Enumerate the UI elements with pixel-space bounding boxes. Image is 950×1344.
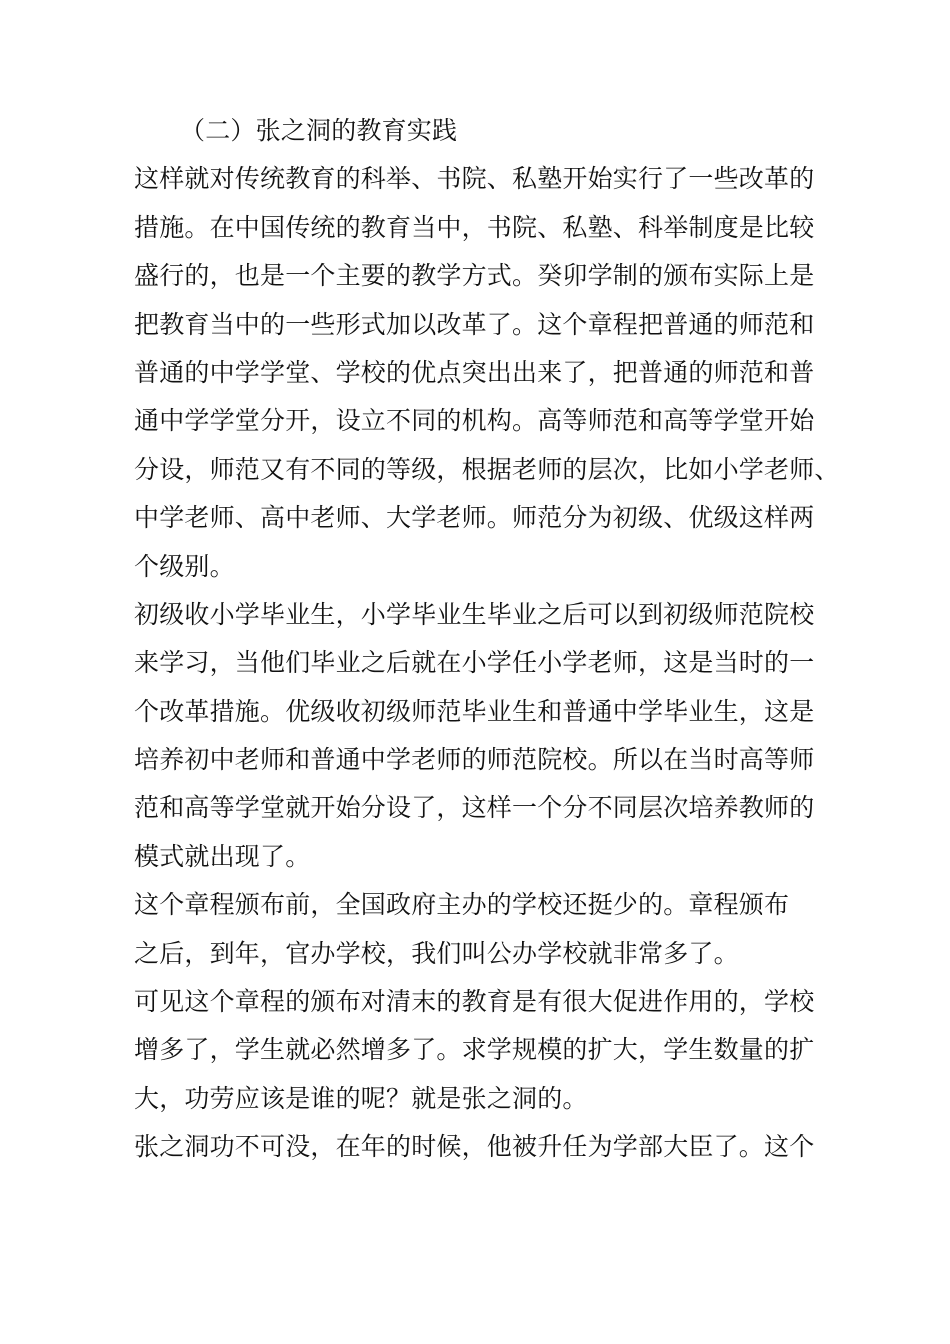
text-line: 中学老师、高中老师、大学老师。师范分为初级、优级这样两 bbox=[134, 503, 815, 533]
text-line: 通中学学堂分开，设立不同的机构。高等师范和高等学堂开始 bbox=[134, 406, 815, 436]
text-line: 措施。在中国传统的教育当中，书院、私塾、科举制度是比较 bbox=[134, 212, 815, 242]
text-line: 分设，师范又有不同的等级，根据老师的层次，比如小学老师、 bbox=[134, 454, 840, 484]
body-text bbox=[134, 107, 854, 1172]
text-line: 个级别。 bbox=[134, 551, 235, 581]
text-line: 初级收小学毕业生，小学毕业生毕业之后可以到初级师范院校 bbox=[134, 599, 815, 629]
text-line: 范和高等学堂就开始分设了，这样一个分不同层次培养教师的 bbox=[134, 793, 815, 823]
text-line: 张之洞功不可没，在年的时候，他被升任为学部大臣了。这个 bbox=[134, 1132, 815, 1162]
text-line: 这样就对传统教育的科举、书院、私塾开始实行了一些改革的 bbox=[134, 164, 815, 194]
text-line: 模式就出现了。 bbox=[134, 841, 311, 871]
section-heading: （二）张之洞的教育实践 bbox=[180, 116, 458, 145]
text-line: 培养初中老师和普通中学老师的师范院校。所以在当时高等师 bbox=[134, 745, 815, 775]
text-line: 增多了，学生就必然增多了。求学规模的扩大，学生数量的扩 bbox=[134, 1035, 815, 1065]
text-line: 之后，到年，官办学校，我们叫公办学校就非常多了。 bbox=[134, 938, 739, 968]
text-line: 来学习，当他们毕业之后就在小学任小学老师，这是当时的一 bbox=[134, 648, 815, 678]
text-line: 盛行的，也是一个主要的教学方式。癸卯学制的颁布实际上是 bbox=[134, 261, 815, 291]
text-line: 这个章程颁布前，全国政府主办的学校还挺少的。章程颁布 bbox=[134, 890, 790, 920]
text-line: 大，功劳应该是谁的呢？就是张之洞的。 bbox=[134, 1083, 588, 1113]
text-line: 可见这个章程的颁布对清末的教育是有很大促进作用的，学校 bbox=[134, 987, 815, 1017]
text-line: 把教育当中的一些形式加以改革了。这个章程把普通的师范和 bbox=[134, 309, 815, 339]
text-line: 普通的中学学堂、学校的优点突出出来了，把普通的师范和普 bbox=[134, 357, 815, 387]
text-line: 个改革措施。优级收初级师范毕业生和普通中学毕业生，这是 bbox=[134, 696, 815, 726]
